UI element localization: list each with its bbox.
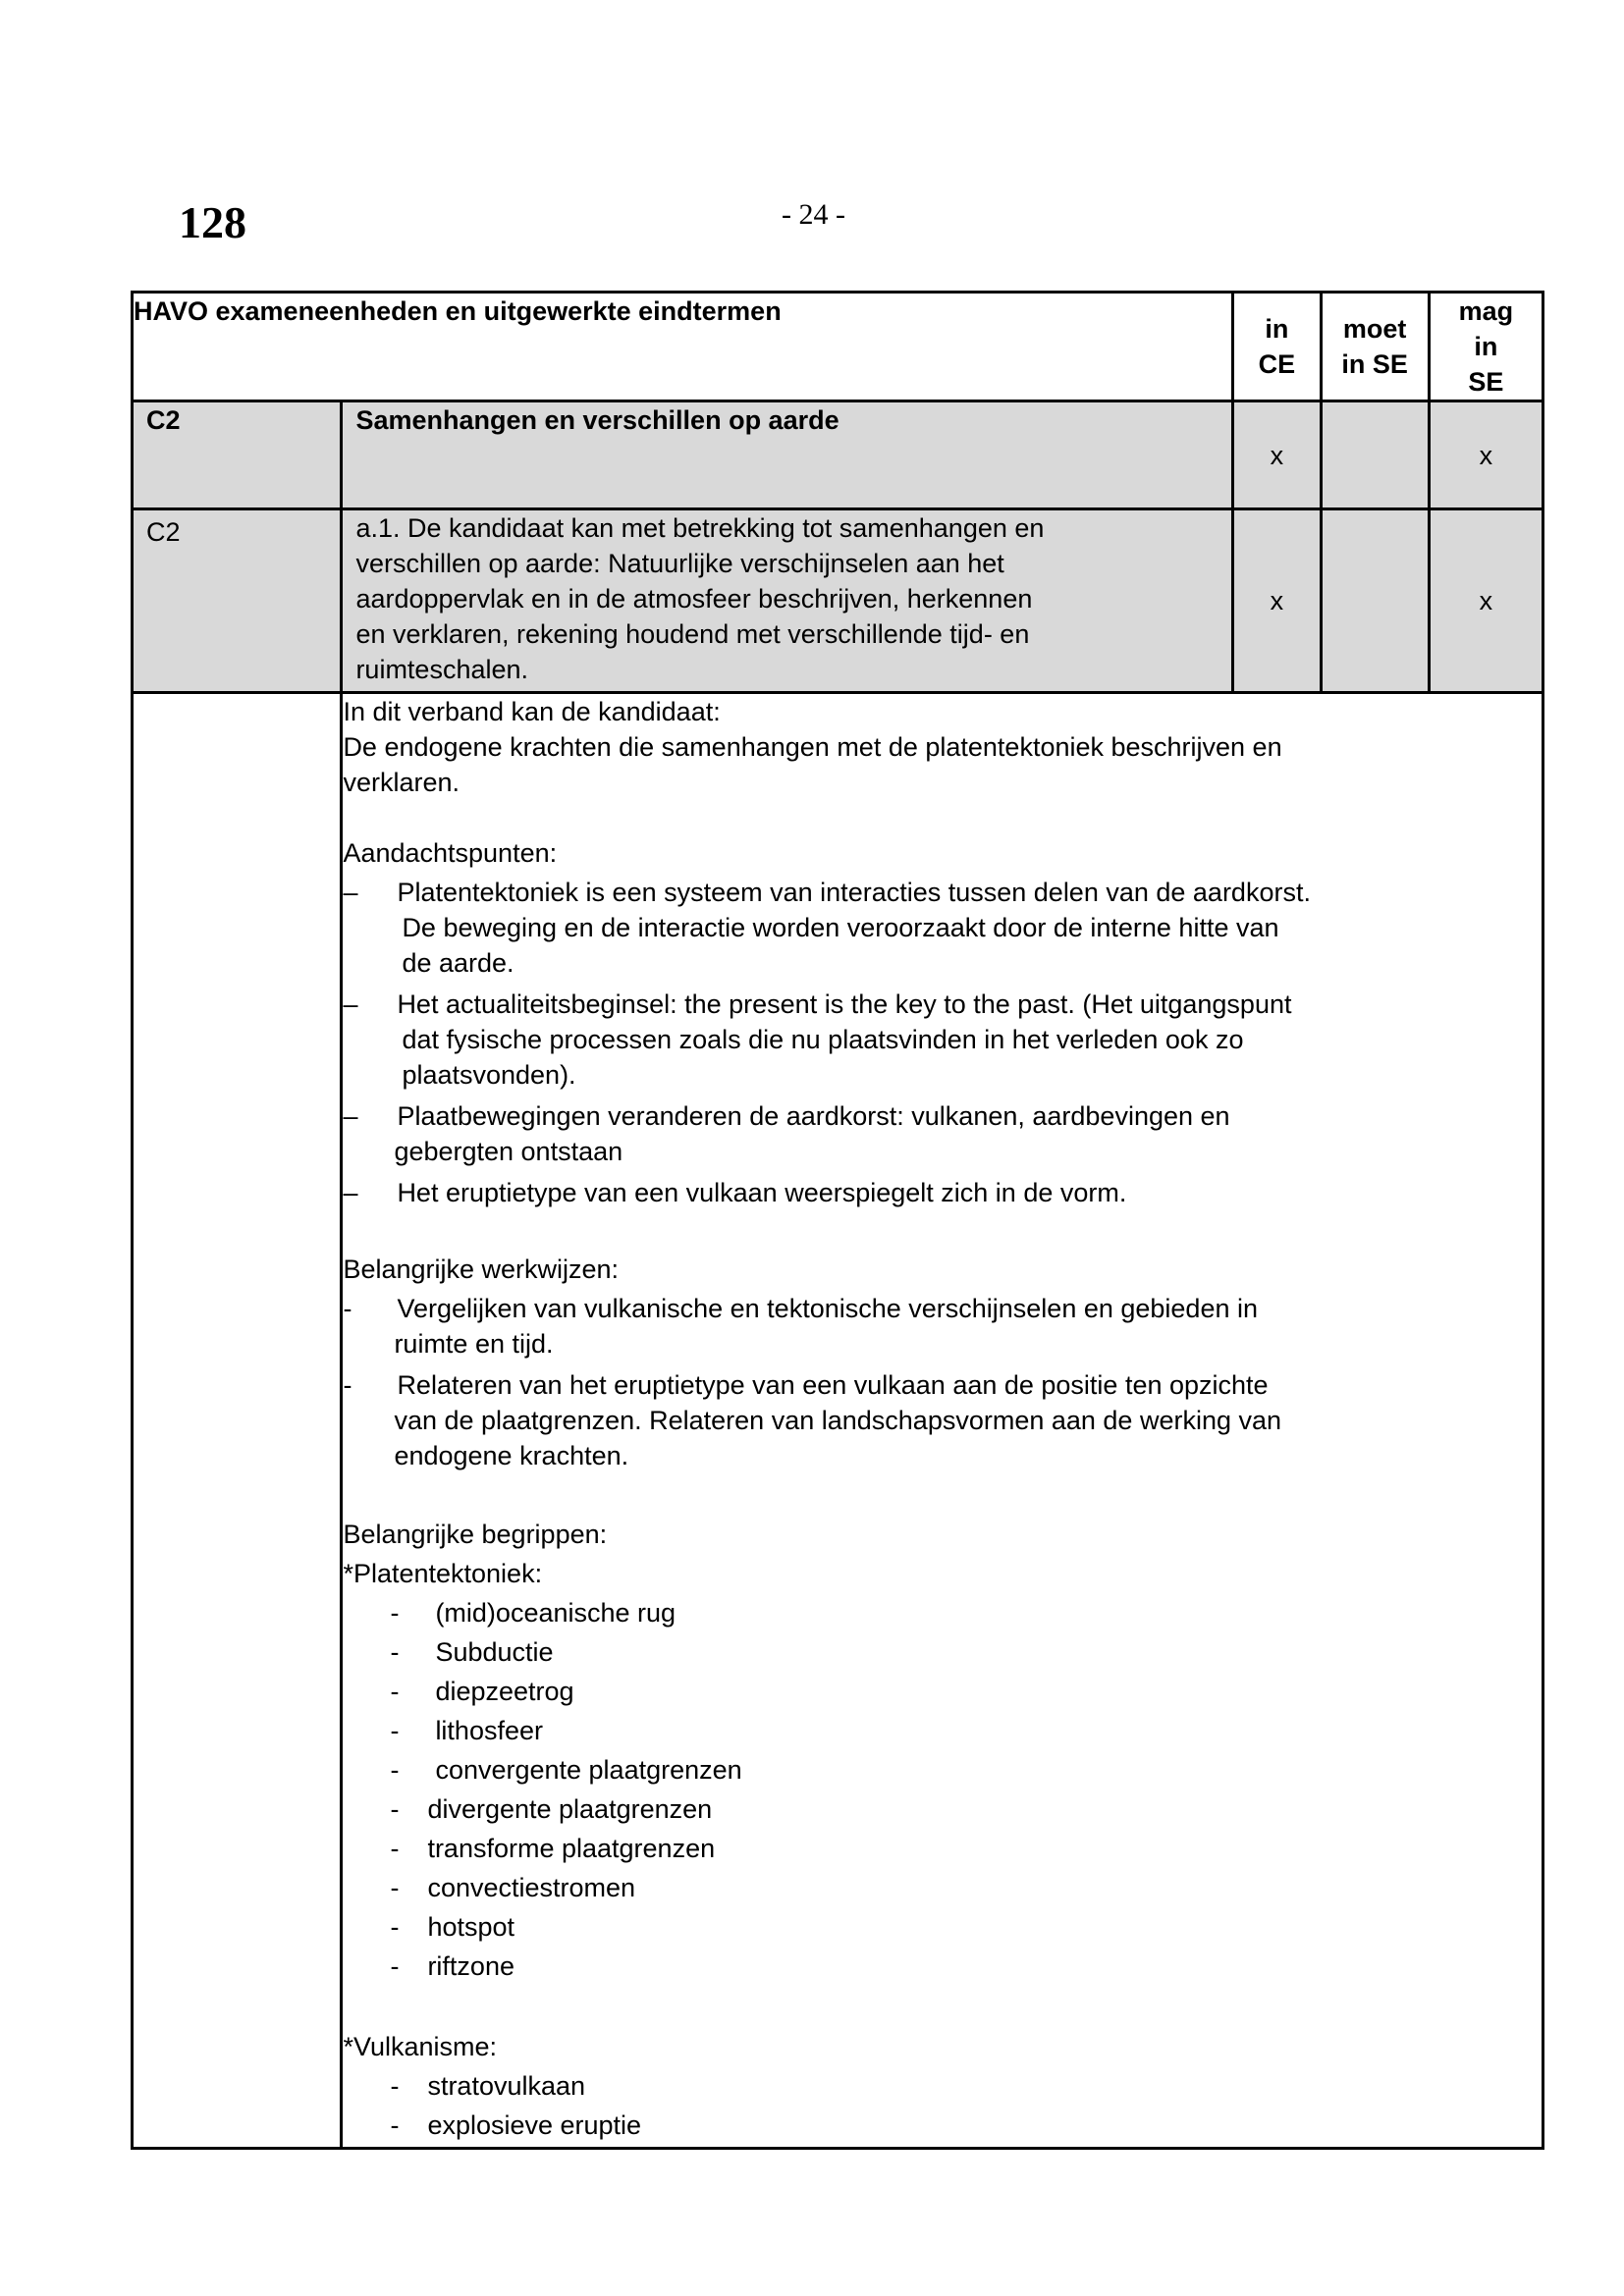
platentektoniek-heading: *Platentektoniek: bbox=[343, 1559, 543, 1588]
intro-line: In dit verband kan de kandidaat: bbox=[343, 697, 721, 726]
header-title: HAVO exameneenheden en uitgewerkte eindtermen bbox=[133, 293, 1233, 401]
vulkanisme-heading: *Vulkanisme: bbox=[343, 2032, 498, 2061]
dash-bullet-icon: – bbox=[343, 989, 358, 1019]
detail-empty-cell bbox=[133, 693, 342, 2149]
werkwijze-item: - Vergelijken van vulkanische en tektonische verschijnselen en gebieden in ruimte en tijd. bbox=[343, 1291, 1542, 1362]
term-item: - Subductie bbox=[390, 1637, 554, 1667]
header-moet-in-se: moet in SE bbox=[1321, 293, 1429, 401]
term-item: - convergente plaatgrenzen bbox=[390, 1755, 742, 1785]
term-item: - convectiestromen bbox=[390, 1873, 636, 1902]
term-item: - divergente plaatgrenzen bbox=[390, 1794, 713, 1824]
aandacht-item: – Plaatbewegingen veranderen de aardkorst: vulkanen, aardbevingen en gebergten ontstaan bbox=[343, 1098, 1542, 1169]
hyphen-bullet-icon: - bbox=[343, 1294, 352, 1323]
aandacht-item: – Het eruptietype van een vulkaan weerspiegelt zich in de vorm. bbox=[343, 1175, 1542, 1210]
term-ce-mark: x bbox=[1233, 509, 1321, 693]
term-item: - (mid)oceanische rug bbox=[390, 1598, 677, 1628]
section-row bbox=[133, 401, 1543, 509]
werkwijzen-heading: Belangrijke werkwijzen: bbox=[343, 1255, 620, 1284]
aandacht-heading: Aandachtspunten: bbox=[343, 838, 558, 868]
page-subnumber: - 24 - bbox=[782, 198, 845, 231]
header-mag-in-se: mag in SE bbox=[1429, 293, 1543, 401]
detail-row bbox=[133, 693, 1543, 2149]
dash-bullet-icon: – bbox=[343, 878, 358, 907]
hyphen-bullet-icon: - bbox=[343, 1370, 352, 1400]
term-description: a.1. De kandidaat kan met betrekking tot samenhangen en verschillen op aarde: Natuurlijke verschijnselen aan het aardoppervlak en in de atmosfeer beschrijven, herkennen en verklaren, rekening houdend met verschillende tijd- en ruimteschalen. bbox=[342, 509, 1233, 693]
term-item: - riftzone bbox=[390, 1951, 514, 1981]
term-item: - diepzeetrog bbox=[390, 1677, 574, 1706]
intro-line: De endogene krachten die samenhangen met de platentektoniek beschrijven en bbox=[343, 732, 1282, 762]
term-item: - hotspot bbox=[390, 1912, 515, 1942]
term-item: - transforme plaatgrenzen bbox=[390, 1834, 716, 1863]
term-code: C2 bbox=[133, 509, 342, 693]
aandacht-item: – Platentektoniek is een systeem van interacties tussen delen van de aardkorst. De beweging en de interactie worden veroorzaakt door de interne hitte van de aarde. bbox=[343, 875, 1542, 981]
term-item: - lithosfeer bbox=[390, 1716, 543, 1745]
header-row bbox=[133, 293, 1543, 401]
section-mag-mark: x bbox=[1429, 401, 1543, 509]
section-title: Samenhangen en verschillen op aarde bbox=[342, 401, 1233, 509]
intro-line: verklaren. bbox=[343, 768, 460, 797]
term-row bbox=[133, 509, 1543, 693]
dash-bullet-icon: – bbox=[343, 1178, 358, 1207]
aandacht-item: – Het actualiteitsbeginsel: the present is the key to the past. (Het uitgangspunt dat fysische processen zoals die nu plaatsvinden in het verleden ook zo plaatsvonden). bbox=[343, 987, 1542, 1093]
page-number: 128 bbox=[179, 197, 246, 247]
section-ce-mark: x bbox=[1233, 401, 1321, 509]
section-moet-mark bbox=[1321, 401, 1429, 509]
term-moet-mark bbox=[1321, 509, 1429, 693]
term-item: - stratovulkaan bbox=[390, 2071, 586, 2101]
werkwijze-item: - Relateren van het eruptietype van een vulkaan aan de positie ten opzichte van de plaatgrenzen. Relateren van landschapsvormen aan de werking van endogene krachten. bbox=[343, 1367, 1542, 1473]
dash-bullet-icon: – bbox=[343, 1101, 358, 1131]
detail-cell bbox=[342, 693, 1543, 2149]
header-in-ce: in CE bbox=[1233, 293, 1321, 401]
begrippen-heading: Belangrijke begrippen: bbox=[343, 1520, 608, 1549]
term-item: - explosieve eruptie bbox=[390, 2110, 642, 2140]
section-code: C2 bbox=[133, 401, 342, 509]
eindtermen-table bbox=[131, 291, 1544, 2150]
term-mag-mark: x bbox=[1429, 509, 1543, 693]
